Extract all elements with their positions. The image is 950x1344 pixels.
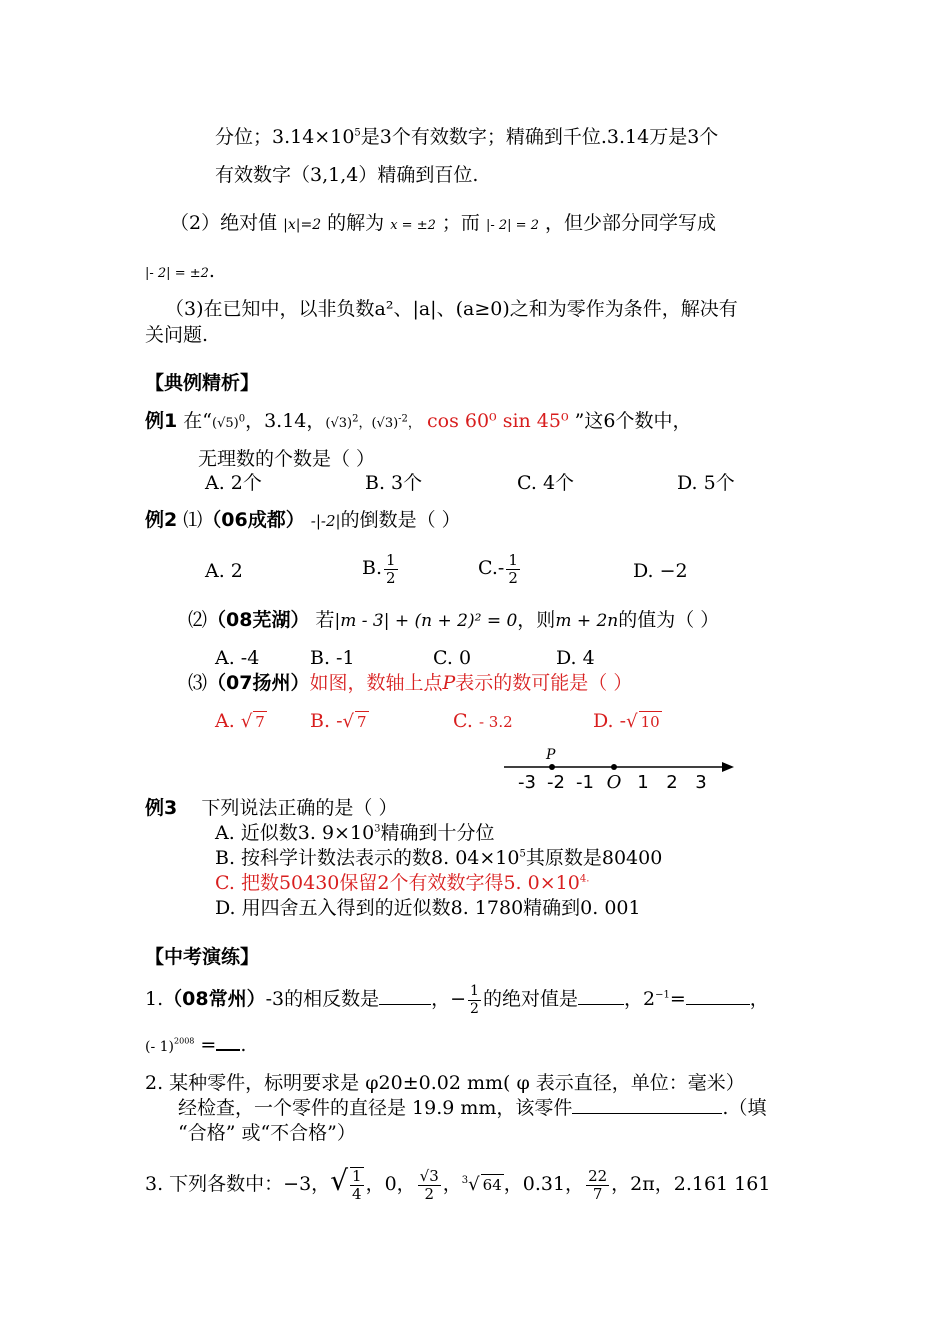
example2-part1-option-a: A. 2 xyxy=(205,560,243,582)
example3-option-b: B. 按科学计数法表示的数8. $04\times 10^5$其原数是80400 xyxy=(215,847,663,869)
example2-part2-option-a: A. -4 xyxy=(215,647,260,669)
example1-option-b: B. 3个 xyxy=(365,472,423,494)
question2-line2: 经检查，一个零件的直径是 19.9 mm，该零件 .（填 xyxy=(178,1097,767,1119)
example2-part3-option-c: C. - 3.2 xyxy=(453,710,513,732)
intro-para2-cont: |- 2| = ±2. xyxy=(145,260,215,282)
example3-option-d: D. 用四舍五入得到的近似数8. 1780精确到0. 001 xyxy=(215,897,641,919)
number-line-arrow xyxy=(722,762,734,772)
section-title-examples: 【典例精析】 xyxy=(145,372,260,394)
example2-part3-question: ⑶（07扬州）如图，数轴上点P表示的数可能是（ ） xyxy=(188,672,633,694)
number-line-tick-label: 2 xyxy=(666,772,678,793)
intro-para3-line2: 关问题. xyxy=(145,324,209,346)
example2-part3-option-b: B. -√ 7 xyxy=(310,710,367,732)
example1-option-d: D. 5个 xyxy=(677,472,735,494)
example2-part2-option-c: C. 0 xyxy=(433,647,472,669)
example3-question: 例3 下列说法正确的是（ ） xyxy=(145,797,398,819)
number-line-tick-label: -2 xyxy=(547,772,565,793)
example2-part3-option-a: A. √ 7 xyxy=(215,710,265,732)
example2-part1-question: 例2 ⑴（06成都） -|-2|的倒数是（ ） xyxy=(145,509,461,531)
number-line-tick-label: -3 xyxy=(518,772,536,793)
answer-blank[interactable] xyxy=(572,1113,722,1114)
question2-line3: “合格” 或“不合格”） xyxy=(178,1122,356,1144)
example2-part2-option-b: B. -1 xyxy=(310,647,355,669)
example2-part1-option-b: B. $\frac{1}{2}$ xyxy=(362,550,396,587)
number-line-tick-label: 1 xyxy=(637,772,649,793)
abs-equation: |x|=2 xyxy=(283,217,322,233)
example2-part1-option-c: C.- $\frac{1}{2}$ xyxy=(478,550,518,587)
point-p-label: P xyxy=(546,747,556,763)
example2-part2-question: ⑵（08芜湖） 若|m - 3| + (n + 2)² = 0，则m + 2n的值为（ ） xyxy=(188,609,720,631)
question2-line1: 2. 某种零件，标明要求是 φ20±0.02 mm( φ 表示直径，单位：毫米） xyxy=(145,1072,745,1094)
example1-option-c: C. 4个 xyxy=(517,472,575,494)
example2-part1-option-d: D. −2 xyxy=(633,560,688,582)
question1-line1: 1.（08常州）-3的相反数是 ，− $\frac{1}{2}$ 的绝对值是 ，$2^{-1}=$ ， xyxy=(145,982,769,1017)
intro-para2: （2）绝对值 |x|=2 的解为 x = ±2 ；而 |- 2| = 2 ，但少部分同学写成 xyxy=(170,212,717,234)
example3-option-c: C. 把数50430保留2个有效数字得5. $0\times 10^{4.}$ xyxy=(215,872,590,894)
example2-part2-option-d: D. 4 xyxy=(556,647,595,669)
example2-part3-option-d: D. -√ 10 xyxy=(593,710,660,732)
intro-line2: 有效数字（3,1,4）精确到百位. xyxy=(215,164,479,186)
example1-question-line2: 无理数的个数是（ ） xyxy=(198,448,376,470)
example1-option-a: A. 2个 xyxy=(205,472,262,494)
origin-marker xyxy=(611,764,617,770)
example3-option-a: A. 近似数3. $9\times 10^3$精确到十分位 xyxy=(215,822,495,844)
intro-line1: 分位；$3.14\times 10^5$是3个有效数字；精确到千位.3.14万是3个 xyxy=(215,126,719,148)
number-line-tick-label: 3 xyxy=(695,772,707,793)
example1-question: 例1 在“$(√5)^0$，3.14，$(√3)^2$，$(√3)^{-2}$， cos 60⁰ sin 45⁰ ”这6个数中， xyxy=(145,410,692,432)
question1-line2: (- 1)$^{2008}$ = . xyxy=(145,1034,247,1056)
number-line-figure xyxy=(500,740,740,795)
number-line-tick-label: -1 xyxy=(576,772,594,793)
point-p-marker xyxy=(549,764,555,770)
intro-para3-line1: （3)在已知中，以非负数a²、|a|、(a≥0)之和为零作为条件，解决有 xyxy=(165,298,738,320)
section-title-exam-practice: 【中考演练】 xyxy=(145,946,260,968)
number-line-tick-label: O xyxy=(606,772,622,793)
question3-line: 3. 下列各数中：−3，√ $\frac{1}{4}$ ，0， $\frac{√3}{2}$ ，$^3$√ 64 ，0.31， $\frac{22}{7}$ ，2π，2.161 161 xyxy=(145,1164,771,1203)
